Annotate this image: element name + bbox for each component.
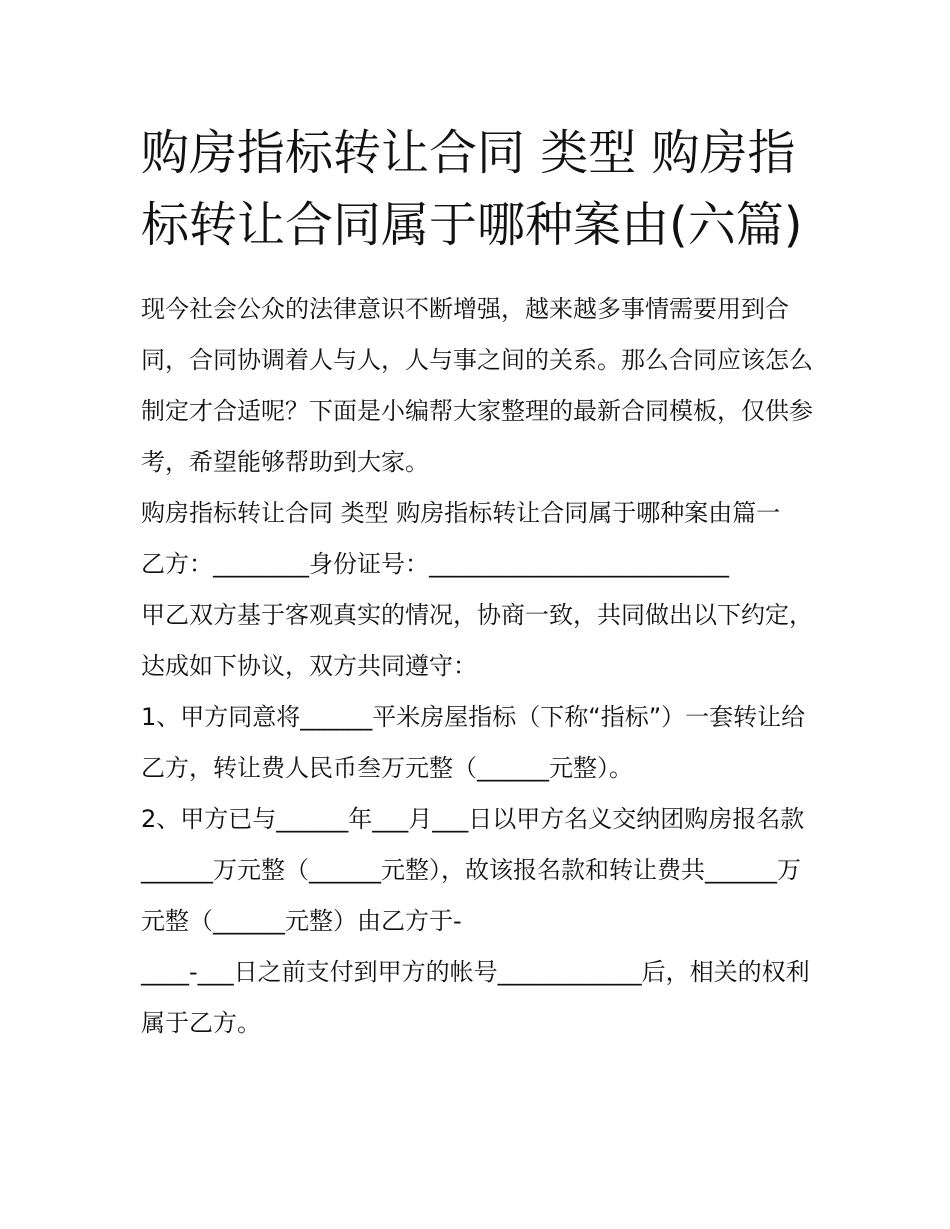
clause-2: 2、甲方已与______年___月___日以甲方名义交纳团购房报名款______万元整（______元整），故该报名款和转让费共______万元整（______元整）由乙方于- (141, 805, 805, 935)
party-b-line: 乙方：________身份证号：_________________________ (141, 550, 729, 578)
section-heading: 购房指标转让合同 类型 购房指标转让合同属于哪种案由篇一 (141, 499, 781, 527)
document-content (141, 117, 813, 1049)
intro-paragraph: 现今社会公众的法律意识不断增强，越来越多事情需要用到合同，合同协调着人与人，人与事之间的关系。那么合同应该怎么制定才合适呢？下面是小编帮大家整理的最新合同模板，仅供参考，希望能够帮助到大家。 (141, 295, 813, 476)
document-body (141, 284, 813, 1049)
document-title: 购房指标转让合同 类型 购房指标转让合同属于哪种案由(六篇) (141, 125, 803, 253)
clause-1: 1、甲方同意将______平米房屋指标（下称“指标”）一套转让给乙方，转让费人民币叁万元整（______元整）。 (141, 703, 806, 782)
clause-2-continued: ____-___日之前支付到甲方的帐号____________后，相关的权利属于乙方。 (141, 958, 810, 1037)
agreement-paragraph: 甲乙双方基于客观真实的情况，协商一致，共同做出以下约定，达成如下协议，双方共同遵守： (141, 601, 813, 680)
